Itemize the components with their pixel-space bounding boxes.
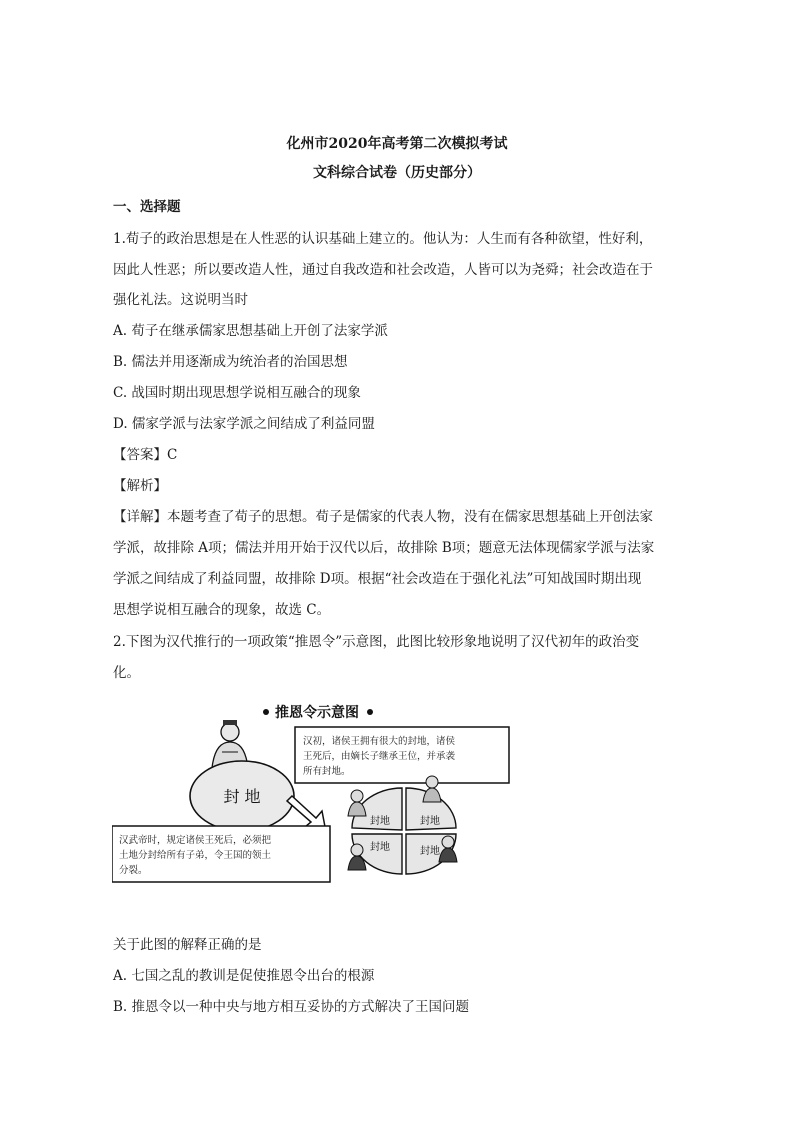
- box-early-han-line-2: 王死后，由嫡长子继承王位，并承袭: [303, 751, 456, 762]
- box-emperor-wu-line-2: 土地分封给所有子弟，令王国的领土: [119, 850, 272, 861]
- exam-subtitle: 文科综合试卷（历史部分）: [313, 165, 481, 181]
- small-fief-label-4: 封地: [420, 846, 440, 857]
- q2-question: 关于此图的解释正确的是: [113, 937, 262, 953]
- small-fief-label-3: 封地: [370, 842, 390, 853]
- section-heading: 一、选择题: [113, 199, 181, 215]
- small-fief-label-1: 封地: [370, 816, 390, 827]
- q1-option-c: C. 战国时期出现思想学说相互融合的现象: [113, 385, 361, 401]
- q1-detail-line-1: 【详解】本题考查了荀子的思想。荀子是儒家的代表人物，没有在儒家思想基础上开创法家: [113, 509, 653, 525]
- q2-stem-line-1: 2.下图为汉代推行的一项政策“推恩令”示意图，此图比较形象地说明了汉代初年的政治变: [113, 634, 640, 650]
- box-early-han-line-3: 所有封地。: [303, 766, 351, 777]
- q2-stem-line-2: 化。: [113, 665, 140, 681]
- q1-option-b: B. 儒法并用逐渐成为统治者的治国思想: [113, 354, 348, 370]
- q1-detail-line-3: 学派之间结成了利益同盟，故排除 D项。根据“社会改造在于强化礼法”可知战国时期出现: [113, 571, 642, 587]
- q1-option-a: A. 荀子在继承儒家思想基础上开创了法家学派: [113, 323, 388, 339]
- q1-analysis-label: 【解析】: [113, 478, 167, 494]
- q1-answer: 【答案】C: [113, 447, 178, 463]
- box-emperor-wu-line-1: 汉武帝时，规定诸侯王死后，必须把: [119, 835, 272, 846]
- q1-option-d: D. 儒家学派与法家学派之间结成了利益同盟: [113, 416, 375, 432]
- q1-detail-line-4: 思想学说相互融合的现象，故选 C。: [113, 602, 331, 618]
- title-bullet-right: [367, 709, 373, 715]
- small-fief-label-2: 封地: [420, 816, 440, 827]
- title-bullet-left: [263, 709, 269, 715]
- tuienling-diagram: [112, 692, 562, 888]
- box-emperor-wu-line-3: 分裂。: [119, 865, 148, 876]
- q1-stem-line-1: 1.荀子的政治思想是在人性恶的认识基础上建立的。他认为：人生而有各种欲望，性好利，: [113, 231, 653, 247]
- big-fief-label: 封 地: [223, 787, 261, 806]
- q1-stem-line-2: 因此人性恶；所以要改造人性，通过自我改造和社会改造，人皆可以为尧舜；社会改造在于: [113, 262, 653, 278]
- q2-option-b: B. 推恩令以一种中央与地方相互妥协的方式解决了王国问题: [113, 999, 470, 1015]
- q1-detail-line-2: 学派，故排除 A项；儒法并用开始于汉代以后，故排除 B项；题意无法体现儒家学派与法家: [113, 540, 655, 556]
- figure-title: 推恩令示意图: [275, 705, 359, 721]
- q2-option-a: A. 七国之乱的教训是促使推恩令出台的根源: [113, 968, 375, 984]
- box-early-han-line-1: 汉初，诸侯王拥有很大的封地，诸侯: [303, 736, 456, 747]
- q1-stem-line-3: 强化礼法。这说明当时: [113, 292, 248, 308]
- exam-title: 化州市2020年高考第二次模拟考试: [286, 136, 508, 152]
